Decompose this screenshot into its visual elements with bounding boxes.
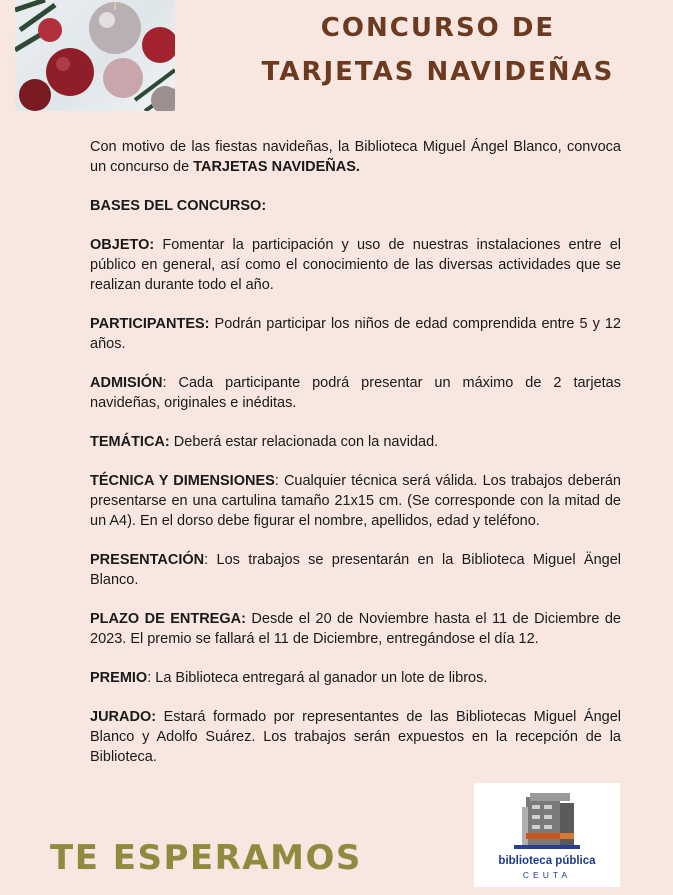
section-text: Estará formado por representantes de las Bibliotecas Miguel Ángel Blanco y Adolfo Suárez. Los trabajos serán expuestos en la recepción de la Biblioteca. [90,709,621,765]
section-participantes [90,314,621,354]
section-text: Desde el 20 de Noviembre hasta el 11 de Diciembre de 2023. El premio se fallará el 11 de Diciembre, entregándose el día 12. [90,611,621,647]
section-text: : Cualquier técnica será válida. Los trabajos deberán presentarse en una cartulina tamaño 21x15 cm. (Se corresponde con la mitad de un A4). En el dorso debe figurar el nombre, apellidos, edad y teléfono. [90,473,621,529]
section-label: PARTICIPANTES: [90,316,210,332]
page-title [258,6,618,94]
section-objeto [90,235,621,295]
intro-highlight: TARJETAS NAVIDEÑAS. [193,159,360,175]
library-building-icon [474,783,620,855]
section-text: : Los trabajos se presentarán en la Biblioteca Miguel Ängel Blanco. [90,552,621,588]
section-presentacion [90,550,621,590]
section-label: OBJETO: [90,237,155,253]
library-logo [474,783,620,887]
section-jurado [90,707,621,767]
section-text: Podrán participar los niños de edad comprendida entre 5 y 12 años. [90,316,621,352]
section-tematica [90,432,621,452]
christmas-ornaments-photo [15,0,175,111]
section-premio [90,668,621,688]
te-esperamos-text: TE ESPERAMOS [50,838,362,878]
section-text: Fomentar la participación y uso de nuestras instalaciones entre el público en general, así como el conocimiento de las diversas actividades que se realizan durante todo el año. [90,237,621,293]
section-label: PREMIO [90,670,148,686]
section-label: TÉCNICA Y DIMENSIONES [90,473,275,489]
section-tecnica [90,471,621,531]
logo-library-name: biblioteca pública [498,855,596,867]
intro-text: Con motivo de las fiestas navideñas, la Biblioteca Miguel Ángel Blanco, convoca un concurso de [90,139,621,175]
section-admision [90,373,621,413]
logo-city: CEUTA [522,870,572,880]
section-label: PLAZO DE ENTREGA: [90,611,246,627]
bases-heading [90,196,621,216]
section-text: : Cada participante podrá presentar un máximo de 2 tarjetas navideñas, originales e inéditas. [90,375,621,411]
section-text: : La Biblioteca entregará al ganador un lote de libros. [147,670,488,686]
contest-rules [90,137,621,786]
section-text: Deberá estar relacionada con la navidad. [169,434,439,450]
title-line-1: CONCURSO DE [320,13,556,43]
section-label: TEMÁTICA: [90,434,170,450]
intro-paragraph [90,137,621,177]
bases-heading-text: BASES DEL CONCURSO: [90,198,267,214]
section-plazo [90,609,621,649]
section-label: ADMISIÓN [90,375,163,391]
section-label: JURADO: [90,709,157,725]
section-label: PRESENTACIÓN [90,552,205,568]
title-line-2: TARJETAS NAVIDEÑAS [261,57,615,87]
